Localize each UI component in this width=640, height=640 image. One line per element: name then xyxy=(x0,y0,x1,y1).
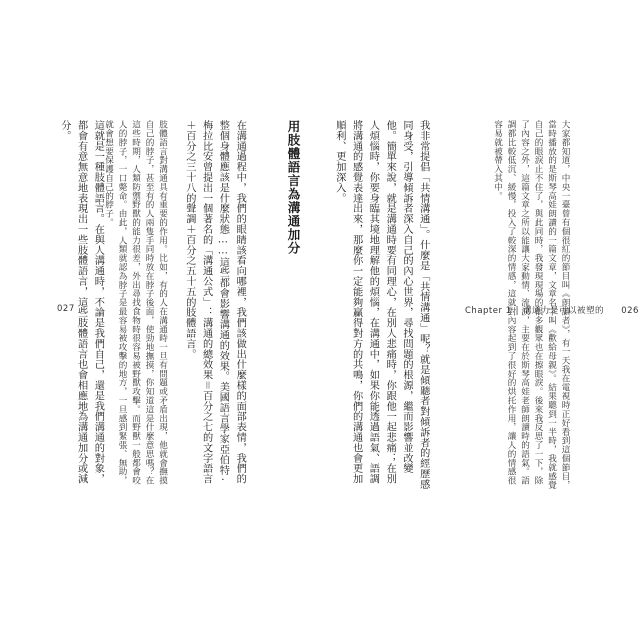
body-paragraph: 在溝通過程中，我們的眼睛該看向哪裡，我們該做出什麼樣的面部表情，我們的整個身體應該是什麼狀態……這些都會影響溝通的效果。美國語言學家亞伯特·梅拉比安曾提出一個著名的「溝通公式」：溝通的總效果＝百分之七的文字語言＋百分之三十八的聲調＋百分之五十五的肢體語言。 xyxy=(183,120,246,487)
footer-separator: | xyxy=(515,306,519,316)
right-page-body-block xyxy=(330,120,480,490)
left-page-quote-block xyxy=(101,120,173,490)
left-page-body-block-1 xyxy=(180,120,275,490)
chapter-title: 溝通力是可以被塑的 xyxy=(522,306,604,316)
quote-text: 肢體語言對溝通具有重要的作用。比如，有的人在溝通時一旦有問題或矛盾出現，他就會撫摸自己的脖子，甚至有的人兩隻手同時放在脖子後面，使勁地撫摸，你知道這是什麼意思嗎？在這些時期，人類防禦野獸的能力很差，外出尋找食物時很容易被野獸攻擊。而野獸一般都會咬人的脖子，一口斃命。由此，人類就認為脖子是最容易被攻擊的地方，一旦感到緊張、無助，就會想要保護自己的脖子。 xyxy=(103,120,168,485)
running-footer-right xyxy=(465,304,639,316)
page-number: 026 xyxy=(621,306,639,316)
chapter-label: Chapter 1 xyxy=(465,306,512,316)
page-number-left xyxy=(57,304,75,314)
section-heading: 用肢體語言為溝通加分 xyxy=(286,120,301,255)
quote-text: 大家都知道，中央一臺曾有個很紅的節目叫《朗讀者》，有一天我在電視時正好看到這個節目，當時播放的是斯琴高娃朗讀的一篇文章，文章名字叫《歡給母親》。結果聽到一半時，我就感覺自己的眼淚止不住了，與此同時，我發現現場的很多觀眾也在擦眼淚。後來我反思了一下，除了內容之外，這篇文章之所以能讓大家動情、流淚，主要在於斯琴高娃老師朗讀時的語氣。語調都比較低沉、緩慢，投入了較深的情感，這就對內容起到了很好的烘托作用，讓人的情感很容易就被帶入其中。 xyxy=(492,120,570,490)
page-number: 027 xyxy=(57,304,75,314)
body-paragraph: 這就是一種肢體語言。在與人溝通時，不論是我們自己，還是我們溝通的對象，都會有意無意地表現出一些肢體語言，這些肢體語言也會相應地為溝通加分或減分。 xyxy=(58,120,104,484)
body-paragraph: 我非常提倡「共情溝通」。什麼是「共情溝通」呢？就是傾聽者對傾訴者的經歷感同身受，引導傾訴者深入自己的內心世界，尋找問題的根源，繼而影響並改變他。簡單來說，就是溝通時要有同理心，在別人悲痛時，你跟他一起悲痛；在別人煩惱時，你要身臨其境地理解他的煩惱，在溝通中，如果你能透過語氣、語調將溝通的感覺表達出來，那麼你一定能夠贏得對方的共鳴，你們的溝通也會更加順利、更加深入。 xyxy=(333,120,429,490)
left-page xyxy=(55,120,305,490)
section-heading-block xyxy=(283,120,305,490)
